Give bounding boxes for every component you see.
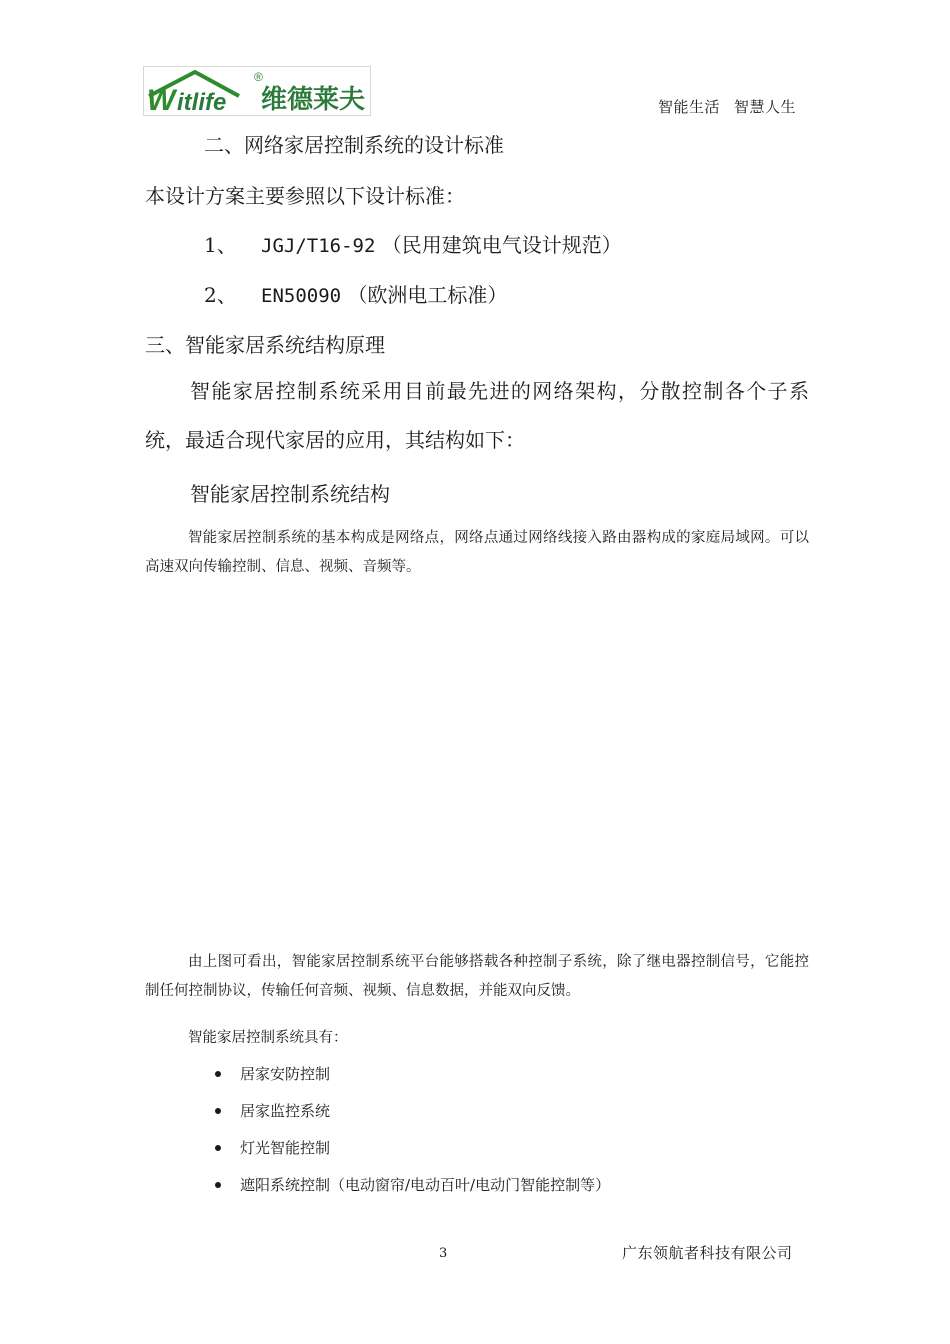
page-number: 3 <box>439 1246 448 1261</box>
feature-label: 灯光智能控制 <box>240 1139 331 1157</box>
list-item <box>210 1173 610 1210</box>
slogan-part: 智能生活 <box>658 98 721 116</box>
structure-title: 智能家居控制系统结构 <box>190 482 390 506</box>
standard-number: 1、 <box>204 233 237 257</box>
standard-name: （民用建筑电气设计规范） <box>381 233 622 257</box>
architecture-paragraph: 智能家居控制系统采用目前最先进的网络架构，分散控制各个子系统，最适合现代家居的应用，其结构如下： <box>145 379 809 452</box>
svg-text:itlife: itlife <box>177 89 227 116</box>
standard-item <box>204 229 622 258</box>
section-heading: 三、智能家居系统结构原理 <box>145 333 385 357</box>
body-paragraph: 智能家居控制系统的基本构成是网络点，网络点通过网络线接入路由器构成的家庭局域网。可以高速双向传输控制、信息、视频、音频等。 <box>145 530 809 575</box>
intro-text: 本设计方案主要参照以下设计标准： <box>145 184 465 208</box>
header-slogan <box>658 96 796 117</box>
bullet-icon <box>215 1145 221 1151</box>
svg-text:维德莱夫: 维德莱夫 <box>261 85 366 115</box>
bullet-icon <box>215 1182 221 1188</box>
list-item <box>210 1136 610 1173</box>
footer-company: 广东领航者科技有限公司 <box>622 1244 793 1262</box>
body-paragraph: 由上图可看出，智能家居控制系统平台能够搭载各种控制子系统，除了继电器控制信号，它能控制任何控制协议，传输任何音频、视频、信息数据，并能双向反馈。 <box>145 954 809 999</box>
feature-label: 遮阳系统控制（电动窗帘/电动百叶/电动门智能控制等） <box>240 1176 611 1194</box>
section-heading: 二、网络家居控制系统的设计标准 <box>204 133 504 157</box>
svg-text:®: ® <box>254 70 263 84</box>
company-logo <box>143 66 371 116</box>
feature-label: 居家监控系统 <box>240 1102 331 1120</box>
standard-number: 2、 <box>204 283 237 307</box>
standard-code: JGJ/T16-92 <box>261 235 376 257</box>
bullet-icon <box>215 1108 221 1114</box>
features-heading: 智能家居控制系统具有： <box>188 1030 348 1046</box>
list-item <box>210 1099 610 1136</box>
standard-name: （欧洲电工标准） <box>347 283 508 307</box>
slogan-part: 智慧人生 <box>734 98 797 116</box>
bullet-icon <box>215 1071 221 1077</box>
standard-code: EN50090 <box>261 285 342 307</box>
feature-list <box>210 1062 610 1210</box>
list-item <box>210 1062 610 1099</box>
feature-label: 居家安防控制 <box>240 1065 331 1083</box>
standard-item <box>204 279 507 308</box>
svg-text:W: W <box>147 84 176 116</box>
